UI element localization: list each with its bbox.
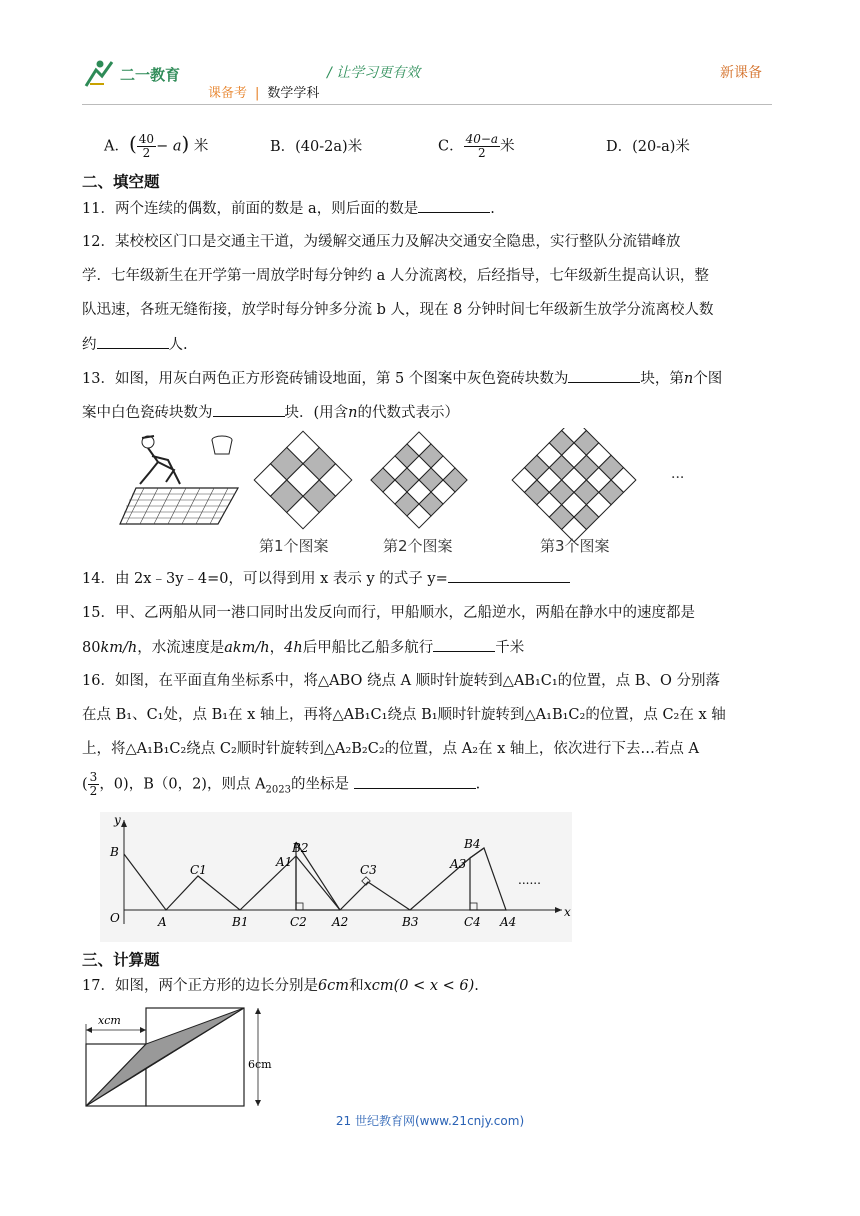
q13-line2: 案中白色瓷砖块数为 块．(用含n的代数式表示） xyxy=(82,402,459,423)
caption-pattern-2: 第2个图案 xyxy=(383,537,453,555)
header-tag: 新课备 xyxy=(720,65,762,81)
pt-B4: B4 xyxy=(464,837,481,851)
tile-pattern-3 xyxy=(512,428,636,542)
q12-line1: 12．某校校区门口是交通主干道，为缓解交通压力及解决交通安全隐患，实行整队分流错峰放 xyxy=(82,234,681,250)
tile-pattern-2 xyxy=(371,432,467,528)
q14: 14．由 2x﹣3y﹣4=0，可以得到用 x 表示 y 的式子 y= xyxy=(82,568,570,589)
q17-figure xyxy=(82,1004,282,1112)
q10-option-a: A．( $\frac{40}{2}$ − a) 米 xyxy=(104,131,209,160)
q16-line1: 16．如图，在平面直角坐标系中，将△ABO 绕点 A 顺时针旋转到△AB₁C₁的位置，点 B、O 分别落 xyxy=(82,673,720,689)
q15-line1: 15．甲、乙两船从同一港口同时出发反向而行，甲船顺水，乙船逆水，两船在静水中的速度都是 xyxy=(82,605,695,621)
q11: 11．两个连续的偶数，前面的数是 a，则后面的数是 . xyxy=(82,198,495,219)
section-calc-title: 三、计算题 xyxy=(82,951,160,969)
q12-line4: 约 人. xyxy=(82,334,188,355)
worker-illustration xyxy=(120,436,238,524)
pt-C2: C2 xyxy=(290,915,307,929)
pt-A4: A4 xyxy=(500,915,517,929)
q16-line2: 在点 B₁、C₁处，点 B₁在 x 轴上，再将△AB₁C₁绕点 B₁顺时针旋转到△A₁B₁C₂的位置，点 C₂在 x 轴 xyxy=(82,707,726,723)
header-slogan: / 让学习更有效 xyxy=(327,65,421,81)
q10-option-b: B．(40-2a)米 xyxy=(270,139,363,155)
fig-x-label: xcm xyxy=(98,1014,121,1027)
q12-line3: 队迅速，各班无缝衔接，放学时每分钟多分流 b 人，现在 8 分钟时间七年级新生放学分流离校人数 xyxy=(82,302,714,318)
header-divider xyxy=(82,104,772,105)
header-sub-sep: | xyxy=(255,86,260,101)
pt-A1: A1 xyxy=(276,855,293,869)
caption-pattern-1: 第1个图案 xyxy=(259,537,329,555)
q16-figure xyxy=(100,812,572,942)
pt-A: A xyxy=(158,915,167,929)
q16-line4: ( $\frac{3}{2}$ ，0)，B（0，2)，则点 $A_{2023}$的坐标是 . xyxy=(82,770,481,798)
pt-B: B xyxy=(110,845,119,859)
q15-line2: 80km/h，水流速度是akm/h，4h后甲船比乙船多航行 千米 xyxy=(82,637,524,658)
q16-line3: 上，将△A₁B₁C₂绕点 C₂顺时针旋转到△A₂B₂C₂的位置，点 A₂在 x 轴上，依次进行下去…若点 A xyxy=(82,741,700,757)
figure-dots: ...... xyxy=(518,873,541,887)
q10-option-d: D．(20-a)米 xyxy=(606,139,690,155)
site-logo xyxy=(82,56,192,92)
q12-line2: 学．七年级新生在开学第一周放学时每分钟约 a 人分流离校，后经指导，七年级新生提高认识，整 xyxy=(82,268,709,284)
q10-option-c: C． $\frac{40-a}{2}$ 米 xyxy=(438,132,515,160)
pt-A3: A3 xyxy=(450,857,467,871)
pt-B3: B3 xyxy=(402,915,419,929)
pt-C3: C3 xyxy=(360,863,377,877)
q13-line1: 13．如图，用灰白两色正方形瓷砖铺设地面，第 5 个图案中灰色瓷砖块数为 块，第n个图 xyxy=(82,368,722,389)
header-sub-left: 课备考 xyxy=(208,86,248,101)
header-subject xyxy=(208,82,319,101)
axis-y-label: y xyxy=(114,813,121,827)
pt-B2: B2 xyxy=(292,841,309,855)
logo-text: 二一教育 xyxy=(120,66,181,84)
caption-pattern-3: 第3个图案 xyxy=(540,537,610,555)
tile-ellipsis: ··· xyxy=(671,470,685,486)
pt-C1: C1 xyxy=(190,863,207,877)
section-fill-title: 二、填空题 xyxy=(82,173,160,191)
axis-x-label: x xyxy=(564,905,571,919)
header-sub-right: 数学学科 xyxy=(267,86,320,101)
pt-A2: A2 xyxy=(332,915,349,929)
pt-O: O xyxy=(110,911,120,925)
fig-6-label: 6cm xyxy=(248,1058,272,1071)
q17: 17．如图，两个正方形的边长分别是6cm和xcm(0 < x < 6). xyxy=(82,978,479,994)
tile-pattern-1 xyxy=(254,431,352,529)
page-footer: 21 世纪教育网(www.21cnjy.com) xyxy=(335,1114,525,1128)
pt-C4: C4 xyxy=(464,915,481,929)
pt-B1: B1 xyxy=(232,915,249,929)
